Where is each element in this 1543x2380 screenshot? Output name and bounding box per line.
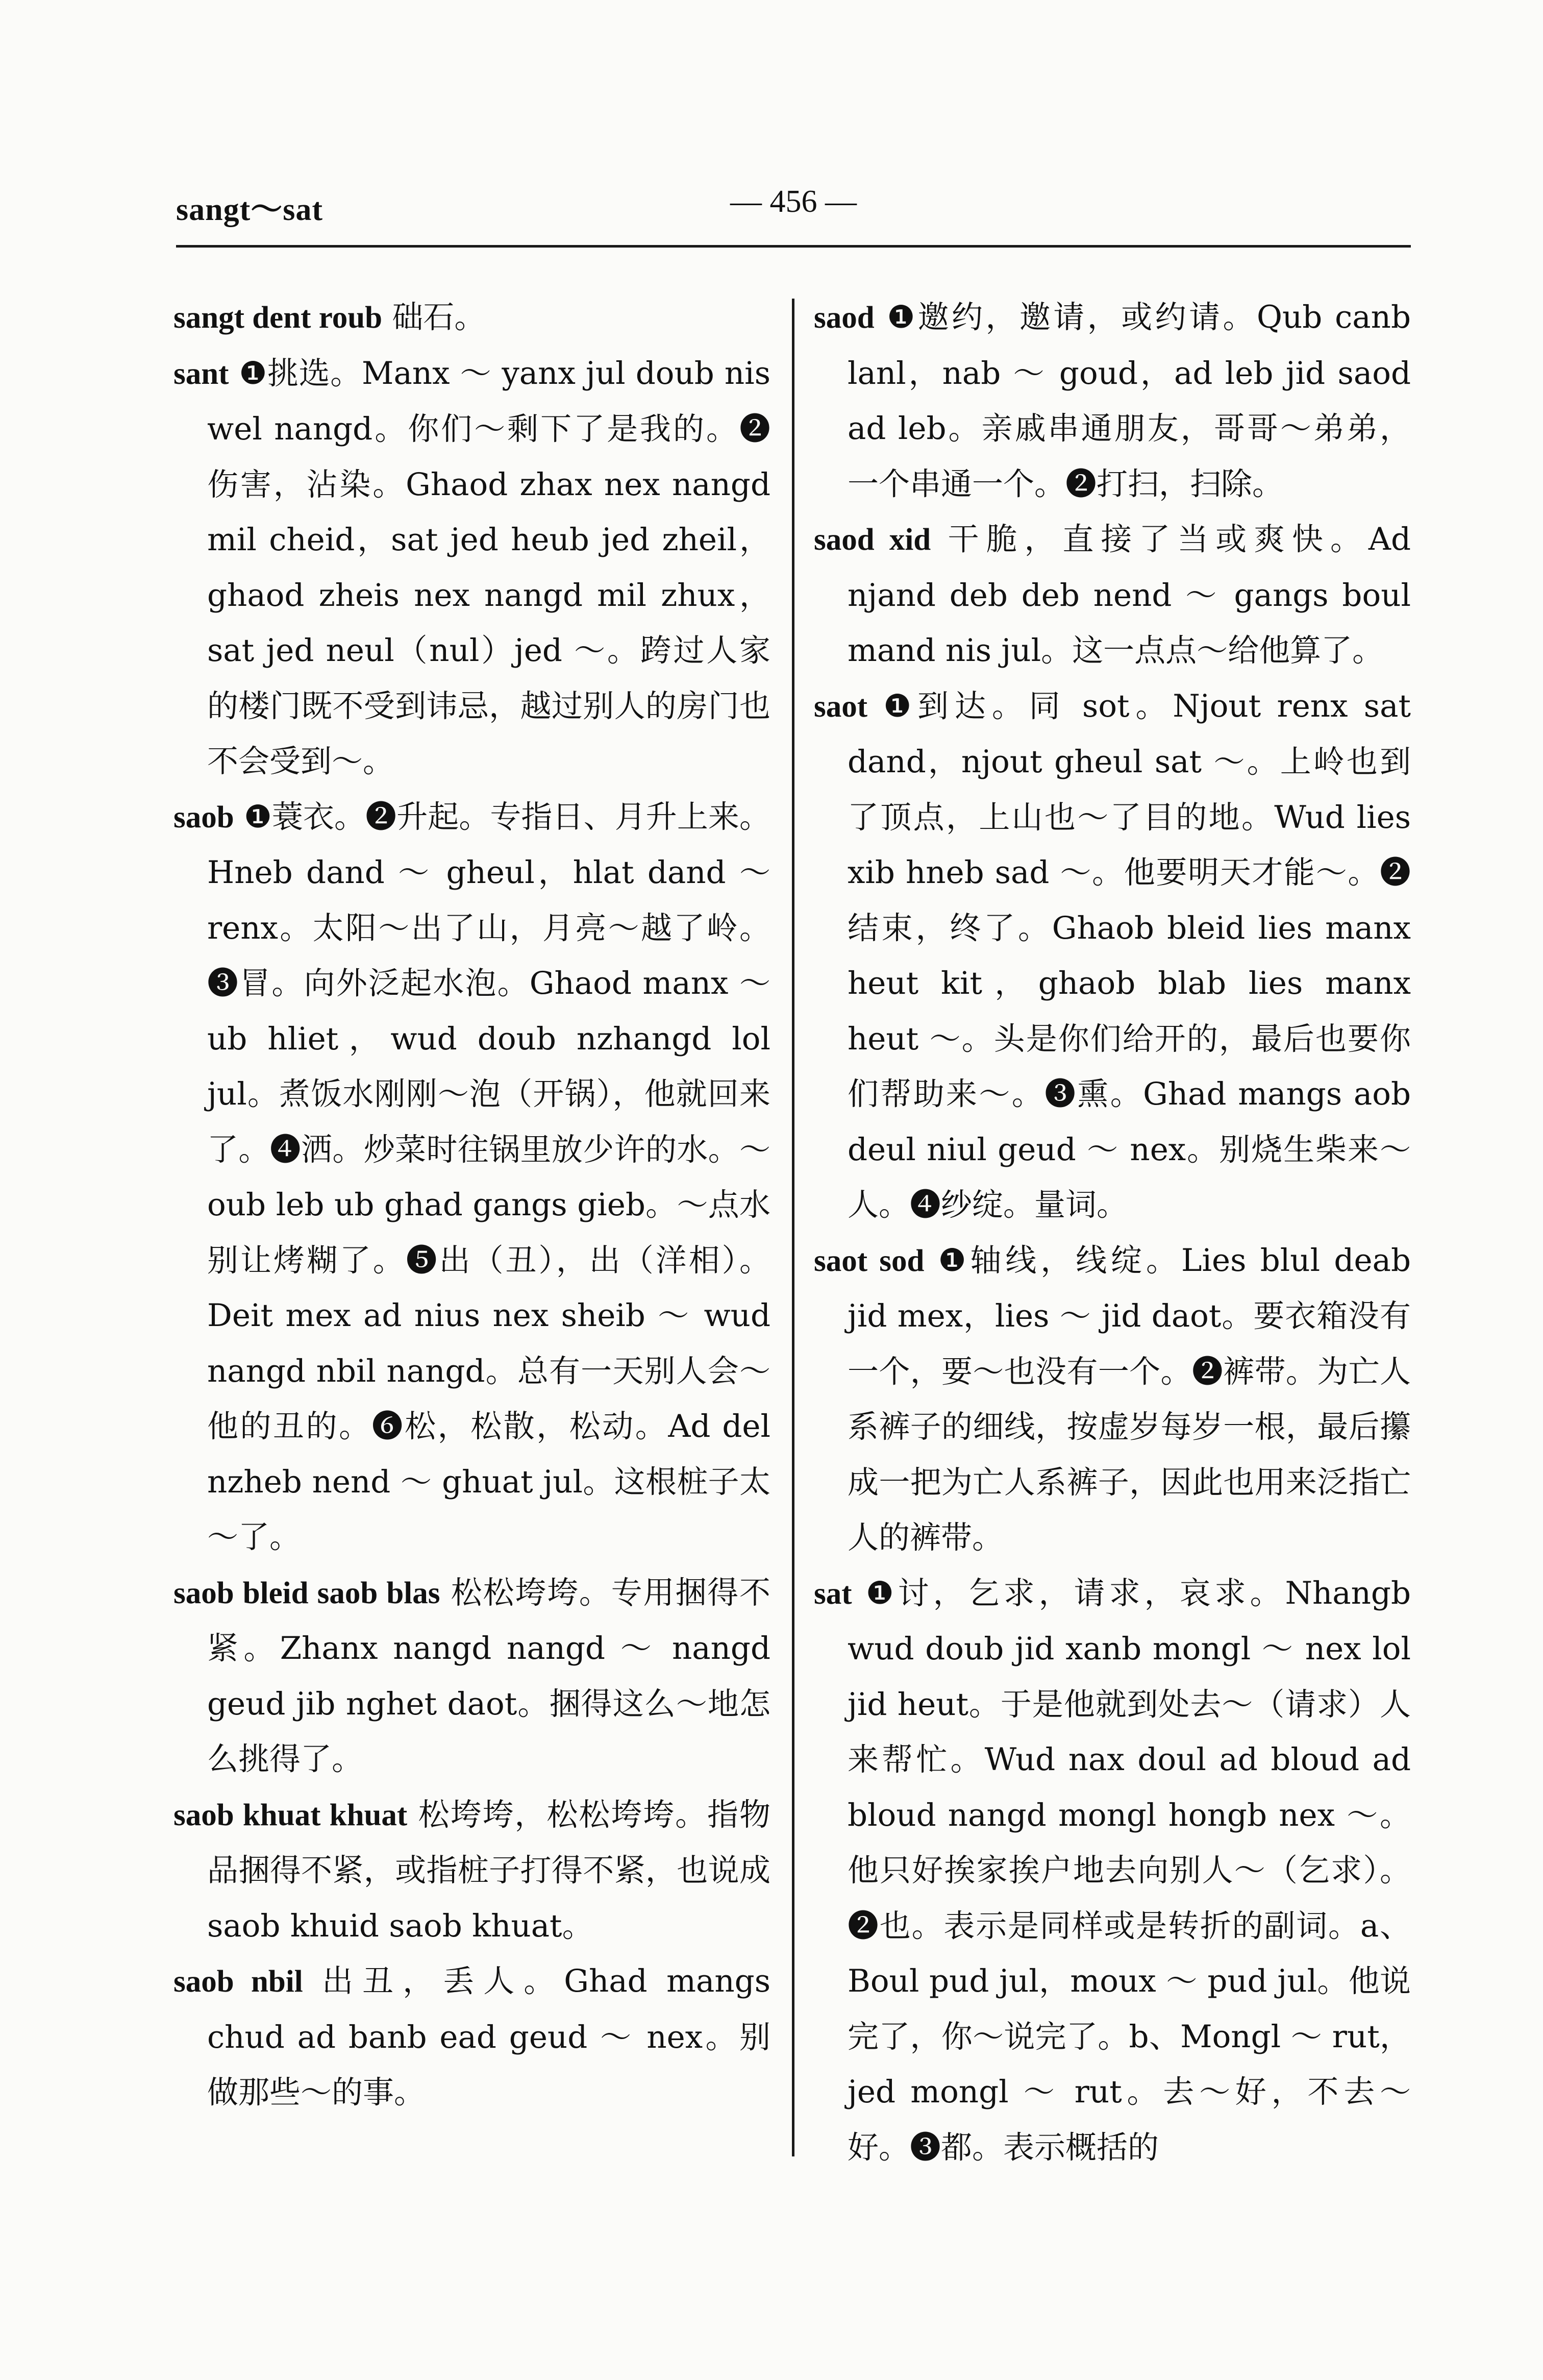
dictionary-entry — [173, 346, 770, 790]
entry-headword: saob nbil — [173, 1965, 303, 1999]
dictionary-entry — [173, 1565, 770, 1787]
dictionary-entry — [173, 1787, 770, 1954]
entry-headword: sant — [173, 356, 229, 391]
dictionary-entry — [814, 1566, 1411, 2176]
dictionary-entry — [814, 512, 1411, 679]
right-column — [814, 290, 1411, 2175]
dictionary-entry — [814, 290, 1411, 512]
entry-headword: saod xid — [814, 523, 931, 557]
entry-definition: 础石。 — [382, 299, 486, 335]
dictionary-entry — [814, 679, 1411, 1233]
entry-definition: 出丑，丢人。Ghad mangs chud ad banb ead geud ～ nex。别做那些～的事。 — [207, 1963, 771, 2111]
running-head: sangt～sat — [176, 192, 323, 227]
page-header — [176, 184, 1411, 235]
entry-headword: sat — [814, 1576, 852, 1611]
entry-headword: sangt dent roub — [173, 301, 383, 335]
entry-definition: 松松垮垮。专用捆得不紧。Zhanx nangd nangd ～ nangd geud jib nghet daot。捆得这么～地怎么挑得了。 — [207, 1574, 770, 1777]
left-column — [173, 290, 770, 2121]
entry-definition: ❶邀约，邀请，或约请。Qub canb lanl，nab ～ goud，ad leb jid saod ad leb。亲戚串通朋友，哥哥～弟弟，一个串通一个。❷打扫，扫除。 — [848, 299, 1411, 502]
entry-definition: ❶讨，乞求，请求，哀求。Nhangb wud doub jid xanb mongl ～ nex lol jid heut。于是他就到处去～（请求）人来帮忙。Wud nax doul ad bloud ad bloud nangd mongl hongb nex ～。他只好挨家挨户地去向别人～（乞求）。❷也。表示是同样或是转折的副词。a、Boul pud jul，moux ～ pud jul。他说完了，你～说完了。b、Mongl ～ rut，jed mongl ～ rut。去～好，不去～好。❸都。表示概括的 — [848, 1575, 1411, 2166]
entry-definition: ❶到达。同 sot。Njout renx sat dand，njout gheul sat ～。上岭也到了顶点，上山也～了目的地。Wud lies xib hneb sad ～。他要明天才能～。❷结束，终了。Ghaob bleid lies manx heut kit，ghaob blab lies manx heut ～。头是你们给开的，最后也要你们帮助来～。❸熏。Ghad mangs aob deul niul geud ～ nex。别烧生柴来～人。❹纱绽。量词。 — [848, 688, 1411, 1223]
page-number: — 456 — — [730, 184, 857, 219]
entry-headword: saod — [814, 301, 875, 335]
dictionary-entry — [173, 790, 770, 1565]
entry-definition: ❶挑选。Manx ～ yanx jul doub nis wel nangd。你们～剩下了是我的。❷伤害，沾染。Ghaod zhax nex nangd mil cheid，sat jed heub jed zheil，ghaod zheis nex nangd mil zhux，sat jed neul（nul）jed ～。跨过人家的楼门既不受到讳忌，越过别人的房门也不会受到～。 — [207, 355, 770, 779]
header-rule — [176, 245, 1411, 248]
entry-headword: saob bleid saob blas — [173, 1576, 440, 1610]
entry-headword: saot — [814, 689, 868, 724]
entry-headword: saot sod — [814, 1243, 925, 1278]
dictionary-entry — [173, 290, 770, 346]
dictionary-entry — [173, 1954, 770, 2121]
entry-headword: saob — [173, 800, 234, 835]
entry-definition: 干脆，直接了当或爽快。Ad njand deb deb nend ～ gangs boul mand nis jul。这一点点～给他算了。 — [848, 521, 1411, 669]
entry-definition: ❶轴线，线绽。Lies blul deab jid mex，lies ～ jid daot。要衣箱没有一个，要～也没有一个。❷裤带。为亡人系裤子的细线，按虚岁每岁一根，最后攥成一把为亡人系裤子，因此也用来泛指亡人的裤带。 — [848, 1242, 1411, 1556]
entry-definition: 松垮垮，松松垮垮。指物品捆得不紧，或指桩子打得不紧，也说成 saob khuid saob khuat。 — [207, 1796, 770, 1944]
dictionary-entry — [814, 1233, 1411, 1566]
column-divider — [792, 299, 794, 2156]
entry-definition: ❶蓑衣。❷升起。专指日、月升上来。Hneb dand ～ gheul，hlat dand ～ renx。太阳～出了山，月亮～越了岭。❸冒。向外泛起水泡。Ghaod manx ～ ub hliet，wud doub nzhangd lol jul。煮饭水刚刚～泡（开锅），他就回来了。❹洒。炒菜时往锅里放少许的水。～ oub leb ub ghad gangs gieb。～点水别让烤糊了。❺出（丑），出（洋相）。Deit mex ad nius nex sheib ～ wud nangd nbil nangd。总有一天别人会～他的丑的。❻松，松散，松动。Ad del nzheb nend ～ ghuat jul。这根桩子太～了。 — [207, 798, 770, 1555]
entry-headword: saob khuat khuat — [173, 1798, 408, 1832]
